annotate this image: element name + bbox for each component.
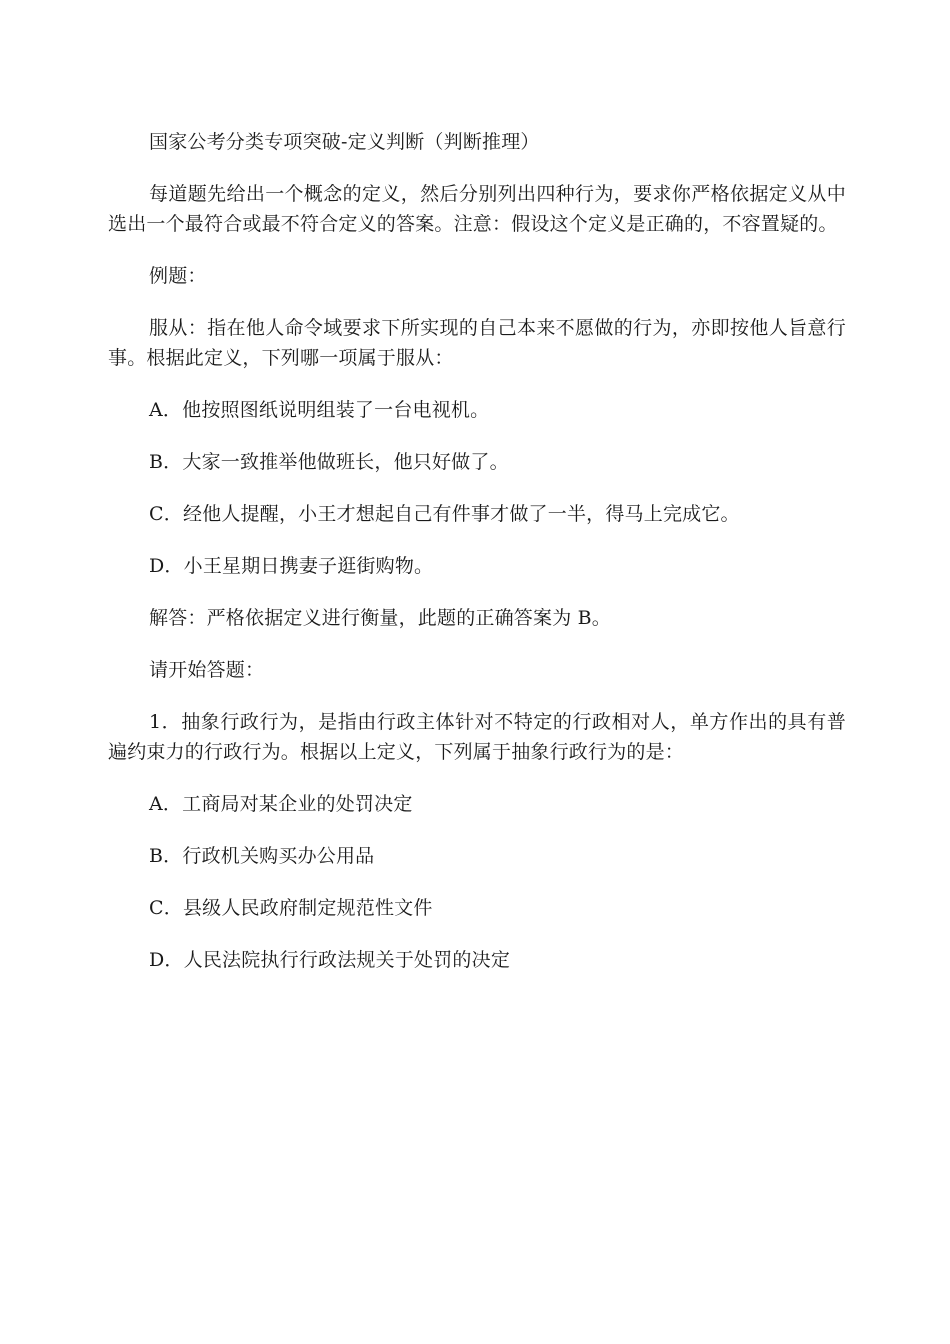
document-title: 国家公考分类专项突破-定义判断（判断推理） (149, 131, 540, 153)
example-option-c: C．经他人提醒，小王才想起自己有件事才做了一半，得马上完成它。 (149, 503, 740, 525)
example-answer: 解答：严格依据定义进行衡量，此题的正确答案为 B。 (149, 607, 612, 629)
question-1-option-d: D．人民法院执行行政法规关于处罚的决定 (149, 949, 511, 971)
intro-paragraph: 每道题先给出一个概念的定义，然后分别列出四种行为，要求你严格依据定义从中选出一个最符合或最不符合定义的答案。注意：假设这个定义是正确的，不容置疑的。 (108, 183, 846, 235)
question-1-option-b: B．行政机关购买办公用品 (149, 845, 375, 867)
example-question: 服从：指在他人命令域要求下所实现的自己本来不愿做的行为，亦即按他人旨意行事。根据此定义，下列哪一项属于服从： (108, 317, 846, 369)
question-1-text: 1．抽象行政行为，是指由行政主体针对不特定的行政相对人，单方作出的具有普遍约束力的行政行为。根据以上定义，下列属于抽象行政行为的是： (108, 711, 846, 763)
question-1-option-a: A．工商局对某企业的处罚决定 (149, 793, 413, 815)
question-1-option-c: C．县级人民政府制定规范性文件 (149, 897, 433, 919)
document-body (108, 127, 846, 997)
start-prompt: 请开始答题： (149, 659, 265, 681)
example-option-a: A．他按照图纸说明组装了一台电视机。 (149, 399, 490, 421)
example-label: 例题： (149, 265, 207, 287)
example-option-b: B．大家一致推举他做班长，他只好做了。 (149, 451, 509, 473)
example-option-d: D．小王星期日携妻子逛街购物。 (149, 555, 434, 577)
